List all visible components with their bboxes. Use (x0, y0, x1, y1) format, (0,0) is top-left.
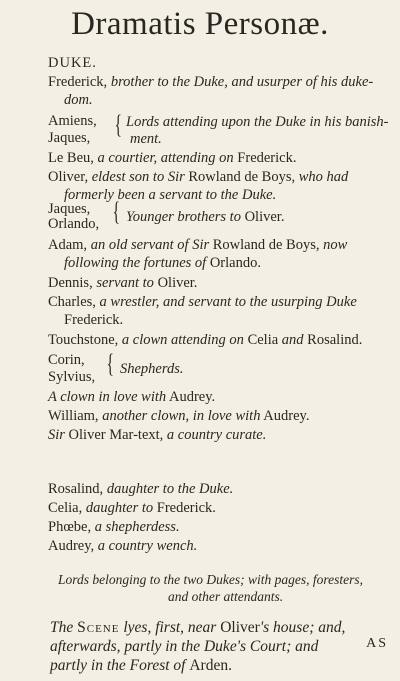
role-adam (48, 238, 347, 253)
role-name: Adam, (48, 237, 88, 253)
scene-text: lyes, first, near (123, 619, 217, 636)
role-amiens: Amiens, (48, 113, 97, 129)
role-description: servant to (96, 275, 154, 291)
role-description: A clown in love with (48, 389, 167, 405)
role-rosalind (48, 482, 233, 497)
role-sylvius: Sylvius, (48, 369, 96, 385)
role-orlando: Orlando, (48, 216, 100, 232)
younger-brothers (126, 209, 284, 226)
role-name: Rosalind, (48, 481, 104, 497)
group-target: Oliver. (244, 209, 285, 225)
scene-line-2: afterwards, partly in the Duke's Court; and (50, 638, 319, 655)
scene-text-2: 's house; and, (259, 619, 346, 636)
role-celia (48, 501, 216, 516)
role-adam-cont (64, 256, 261, 271)
role-description-end: who had (298, 169, 349, 185)
role-description: a country wench. (97, 538, 198, 554)
role-description: a clown attending on (121, 332, 244, 348)
scene-text: partly in the Forest of (50, 657, 186, 674)
role-sir: Sir (48, 427, 65, 443)
page-title: Dramatis Personæ. (71, 6, 329, 42)
role-name: Le Beu, (48, 150, 94, 166)
role-charles (48, 295, 357, 310)
role-target: Orlando. (209, 255, 261, 271)
role-oliver (48, 170, 348, 185)
role-jaques: Jaques, (48, 130, 91, 146)
role-name: Charles, (48, 294, 96, 310)
role-target: Frederick. (156, 500, 216, 516)
role-name: Celia, (48, 500, 83, 516)
lords-description-cont: ment. (130, 131, 162, 147)
shepherds-label: Shepherds. (120, 361, 184, 377)
role-target: Celia (247, 332, 279, 348)
role-target: Audrey. (263, 408, 310, 424)
role-william (48, 409, 309, 424)
role-touchstone (48, 333, 362, 348)
role-audrey (48, 539, 197, 554)
role-and: and (281, 332, 304, 348)
role-description: eldest son to (91, 169, 165, 185)
group-description: Younger brothers to (126, 209, 241, 225)
role-name: William, (48, 408, 99, 424)
role-lebeu (48, 151, 296, 166)
role-name: Frederick, (48, 74, 108, 90)
role-description: an old servant of (90, 237, 189, 253)
role-name: Oliver, (48, 169, 89, 185)
role-name: Oliver Mar-text, (68, 427, 164, 443)
role-phoebe (48, 520, 180, 535)
role-target: Oliver. (157, 275, 198, 291)
role-oliver-cont: formerly been a servant to the Duke. (64, 187, 277, 203)
role-sir: Sir (167, 169, 185, 185)
role-frederick-cont: dom. (64, 92, 93, 108)
role-sir: Sir (192, 237, 210, 253)
role-frederick (48, 75, 373, 90)
scene-arden: Arden. (189, 657, 232, 674)
role-duke: DUKE. (48, 55, 97, 71)
attendants-line-1: Lords belonging to the two Dukes; with pages, foresters, (58, 572, 363, 587)
role-name: Dennis, (48, 275, 93, 291)
role-description: daughter to the Duke. (106, 481, 234, 497)
role-name: Phœbe, (48, 519, 92, 535)
role-description-end: now (323, 237, 348, 253)
role-name: Touchstone, (48, 332, 119, 348)
role-target: Rowland de Boys, (212, 237, 320, 253)
role-charles-cont: Frederick. (64, 312, 124, 328)
role-oliver-martext (48, 428, 266, 443)
role-jaques-2: Jaques, (48, 201, 91, 217)
role-description: another clown, in love with (102, 408, 261, 424)
role-target: Frederick. (237, 150, 297, 166)
lords-description: Lords attending upon the Duke in his banish- (126, 114, 389, 130)
role-corin: Corin, (48, 352, 85, 368)
role-target: Rowland de Boys, (188, 169, 296, 185)
catchword: AS (366, 636, 388, 651)
scene-word: Scene (77, 619, 120, 636)
role-target: Audrey. (168, 389, 216, 405)
scene-line-3 (50, 658, 232, 674)
role-description: following the fortunes of (64, 255, 207, 271)
role-name: Audrey, (48, 538, 95, 554)
role-dennis (48, 276, 197, 291)
attendants-line-2: and other attendants. (168, 589, 284, 604)
role-description: a country curate. (166, 427, 267, 443)
role-description: a wrestler, and servant to the usurping Duke (99, 294, 357, 310)
brace-icon: { (112, 197, 120, 226)
scene-the: The (50, 619, 74, 636)
role-description: daughter to (85, 500, 154, 516)
brace-icon: { (106, 349, 114, 378)
role-description: a courtier, attending on (97, 150, 234, 166)
role-description: brother to the Duke, and usurper of his duke- (110, 74, 374, 90)
role-description: a shepherdess. (94, 519, 180, 535)
role-target-2: Rosalind. (307, 332, 363, 348)
brace-icon: { (114, 110, 122, 139)
role-clown (48, 390, 215, 405)
scene-line-1 (50, 620, 345, 636)
scene-oliver: Oliver (220, 619, 260, 636)
